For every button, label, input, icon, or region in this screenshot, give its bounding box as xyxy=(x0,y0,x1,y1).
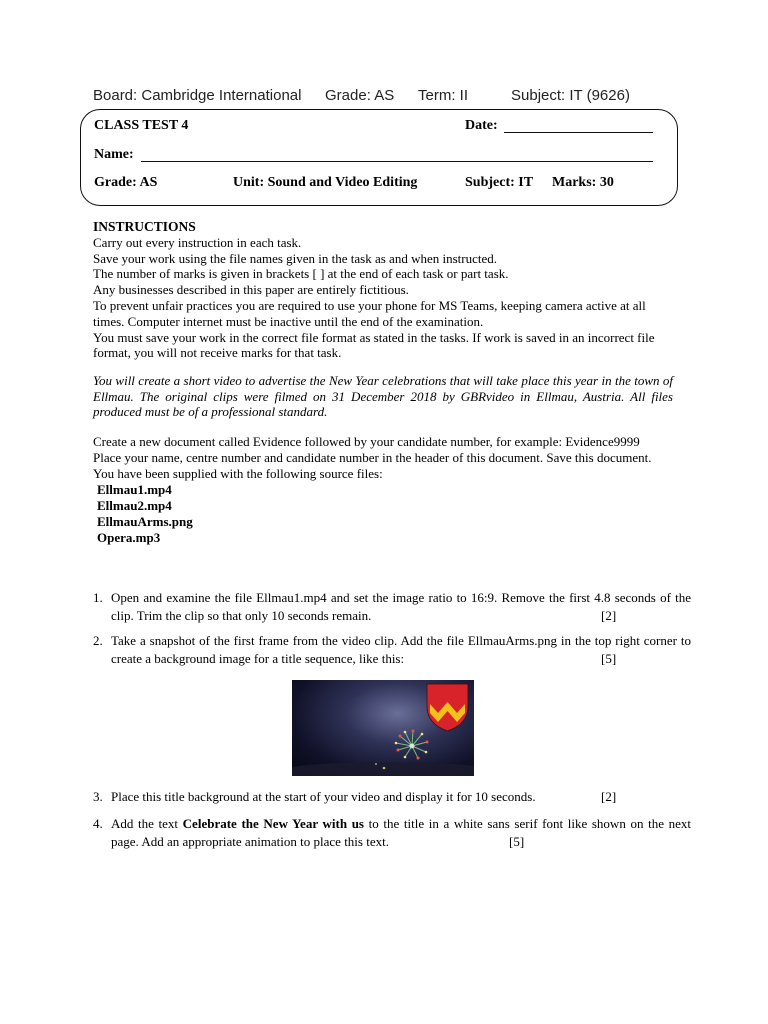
evidence-section xyxy=(93,434,673,546)
task-text-after: to the title in a white sans serif font like shown on the next page. Add an appropriate animation to place this text. xyxy=(111,816,691,849)
date-field[interactable] xyxy=(504,132,653,133)
unit-label: Unit: Sound and Video Editing xyxy=(233,175,418,190)
task-text: Take a snapshot of the first frame from the video clip. Add the file EllmauArms.png in the top right corner to create a background image for a title sequence, like this: xyxy=(111,633,691,666)
task-text: Place this title background at the start of your video and display it for 10 seconds. xyxy=(111,789,536,804)
term-label: Term: II xyxy=(418,87,469,104)
fireworks-scene xyxy=(292,680,474,776)
box-subject-label: Subject: IT xyxy=(465,175,534,190)
source-files-list xyxy=(93,482,673,546)
instruction-line: The number of marks is given in brackets [ ] at the end of each task or part task. xyxy=(93,266,509,282)
source-file: Ellmau1.mp4 xyxy=(97,482,172,497)
scenario-text: You will create a short video to advertise the New Year celebrations that will take place this year in the town of Ellmau. The original clips were filmed on 31 December 2018 by GBRvideo in Ellmau, Austria. All files produced must be of a professional standard. xyxy=(93,373,673,420)
marks-label: Marks: 30 xyxy=(552,175,614,190)
task-number: 1. xyxy=(93,590,103,605)
name-label: Name: xyxy=(94,147,134,162)
grade-label: Grade: AS xyxy=(325,87,395,104)
instruction-line: Carry out every instruction in each task. xyxy=(93,234,302,250)
exam-info-line xyxy=(93,87,713,107)
instruction-line: Any businesses described in this paper are entirely fictitious. xyxy=(93,282,409,298)
task-marks: [2] xyxy=(601,608,617,623)
task-marks: [5] xyxy=(601,651,617,666)
task-text xyxy=(111,815,691,851)
task-item xyxy=(93,815,691,851)
subject-label: Subject: IT (9626) xyxy=(511,87,630,104)
class-test-box xyxy=(80,109,678,206)
source-file: Ellmau2.mp4 xyxy=(97,498,172,513)
task-number: 2. xyxy=(93,633,103,648)
task-item xyxy=(93,589,691,625)
instructions-heading: INSTRUCTIONS xyxy=(93,219,196,234)
task-number: 4. xyxy=(93,816,103,831)
instruction-line: Save your work using the file names given in the task as and when instructed. xyxy=(93,250,497,266)
title-background-image xyxy=(292,680,474,776)
date-label: Date: xyxy=(465,118,498,133)
task-text-before: Add the text xyxy=(111,816,183,831)
source-file: Opera.mp3 xyxy=(97,530,161,545)
box-grade-label: Grade: AS xyxy=(94,175,158,190)
instruction-line: To prevent unfair practices you are required to use your phone for MS Teams, keeping camera active at all times. Computer internet must be inactive until the end of the examination. xyxy=(93,297,646,329)
task-marks: [5] xyxy=(509,834,525,849)
evidence-create-text: Create a new document called Evidence followed by your candidate number, for example: Evidence9999 xyxy=(93,434,640,449)
task-item xyxy=(93,632,691,668)
test-title: CLASS TEST 4 xyxy=(94,118,189,133)
evidence-place-text: Place your name, centre number and candidate number in the header of this document. Save this document. xyxy=(93,450,652,465)
source-files-intro: You have been supplied with the following source files: xyxy=(93,466,383,481)
task-marks: [2] xyxy=(601,789,617,804)
task-text: Open and examine the file Ellmau1.mp4 and set the image ratio to 16:9. Remove the first 4.8 seconds of the clip. Trim the clip so that only 10 seconds remain. xyxy=(111,590,691,623)
instruction-line: You must save your work in the correct file format as stated in the tasks. If work is saved in an incorrect file format, you will not receive marks for that task. xyxy=(93,329,655,361)
task-item xyxy=(93,788,691,806)
task-text-bold: Celebrate the New Year with us xyxy=(182,816,364,831)
instructions-section xyxy=(93,219,678,361)
board-label: Board: Cambridge International xyxy=(93,87,302,104)
source-file: EllmauArms.png xyxy=(97,514,193,529)
name-field[interactable] xyxy=(141,161,653,162)
task-number: 3. xyxy=(93,789,103,804)
ellmau-arms-shield xyxy=(427,684,468,731)
